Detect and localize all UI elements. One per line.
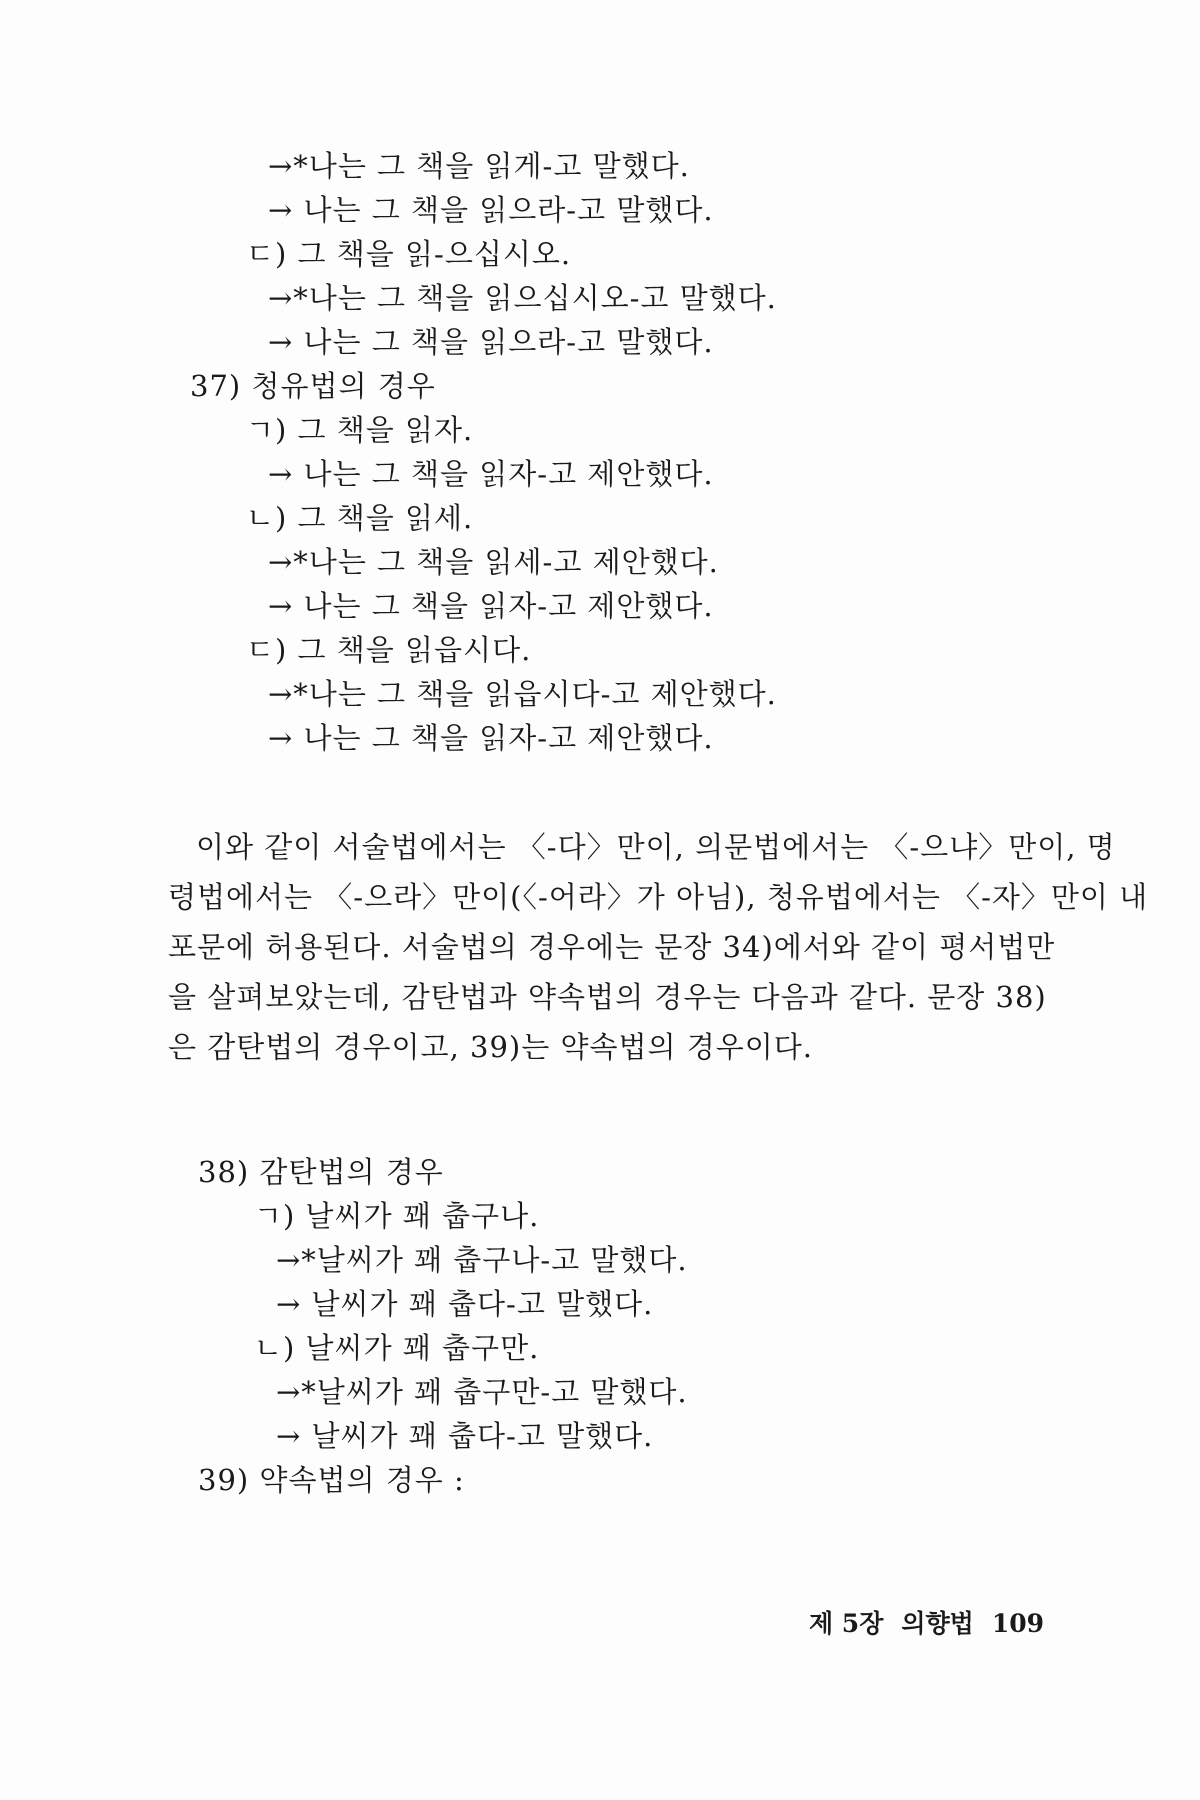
paragraph-line: 은 감탄법의 경우이고, 39)는 약속법의 경우이다.	[168, 1030, 813, 1064]
paragraph-line: 을 살펴보았는데, 감탄법과 약속법의 경우는 다음과 같다. 문장 38)	[168, 980, 1047, 1014]
example-subitem: ㄴ) 날씨가 꽤 춥구만.	[254, 1331, 540, 1365]
example-heading: 39) 약속법의 경우 :	[198, 1463, 465, 1497]
paragraph-line: 포문에 허용된다. 서술법의 경우에는 문장 34)에서와 같이 평서법만	[168, 930, 1056, 964]
page-number: 109	[991, 1609, 1044, 1638]
example-subitem: ㄷ) 그 책을 읽-으십시오.	[246, 237, 572, 271]
example-line: → 나는 그 책을 읽자-고 제안했다.	[268, 721, 714, 755]
body-paragraph	[168, 822, 1149, 1072]
example-line: → 나는 그 책을 읽으라-고 말했다.	[268, 193, 714, 227]
example-line: →*나는 그 책을 읽으십시오-고 말했다.	[268, 281, 777, 315]
example-subitem: ㄱ) 날씨가 꽤 춥구나.	[254, 1199, 540, 1233]
example-subitem: ㄴ) 그 책을 읽세.	[246, 501, 474, 535]
example-subitem: ㄷ) 그 책을 읽읍시다.	[246, 633, 532, 667]
example-line: → 나는 그 책을 읽으라-고 말했다.	[268, 325, 714, 359]
example-heading: 38) 감탄법의 경우	[198, 1155, 444, 1189]
example-line: → 날씨가 꽤 춥다-고 말했다.	[276, 1287, 654, 1321]
page-footer	[809, 1604, 1044, 1640]
example-line: →*날씨가 꽤 춥구나-고 말했다.	[276, 1243, 688, 1277]
example-line: →*나는 그 책을 읽게-고 말했다.	[268, 149, 690, 183]
example-line: →*날씨가 꽤 춥구만-고 말했다.	[276, 1375, 688, 1409]
example-line: → 나는 그 책을 읽자-고 제안했다.	[268, 457, 714, 491]
chapter-label: 제 5장	[808, 1609, 884, 1638]
chapter-title: 의향법	[901, 1609, 974, 1638]
example-line: → 날씨가 꽤 춥다-고 말했다.	[276, 1419, 654, 1453]
example-line: →*나는 그 책을 읽세-고 제안했다.	[268, 545, 719, 579]
example-line: →*나는 그 책을 읽읍시다-고 제안했다.	[268, 677, 777, 711]
example-line: → 나는 그 책을 읽자-고 제안했다.	[268, 589, 714, 623]
paragraph-line: 령법에서는 〈-으라〉만이(〈-어라〉가 아님), 청유법에서는 〈-자〉만이 내	[168, 880, 1149, 914]
example-subitem: ㄱ) 그 책을 읽자.	[246, 413, 474, 447]
example-heading: 37) 청유법의 경우	[190, 369, 436, 403]
paragraph-line: 이와 같이 서술법에서는 〈-다〉만이, 의문법에서는 〈-으냐〉만이, 명	[196, 830, 1116, 864]
